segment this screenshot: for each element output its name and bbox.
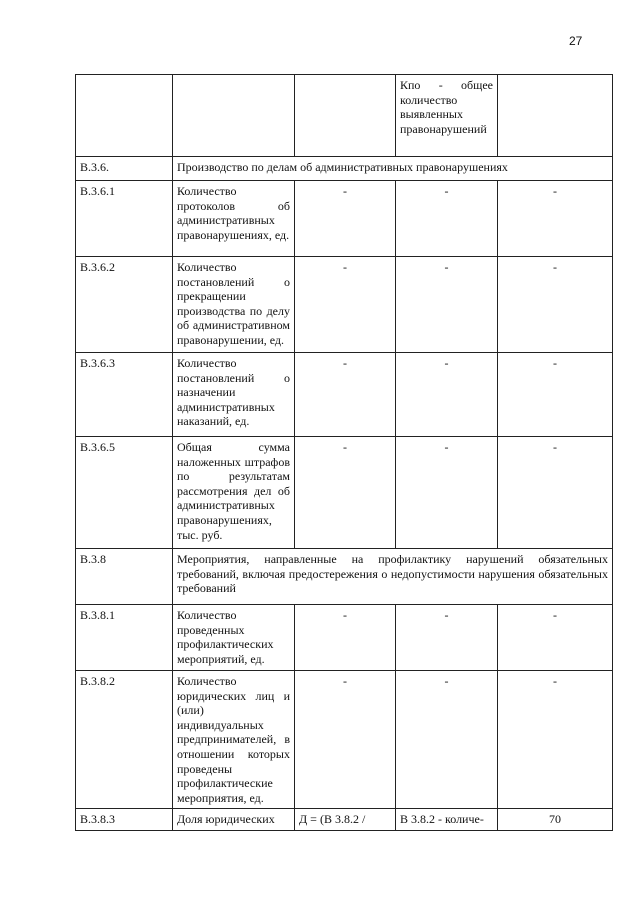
value-cell: В 3.8.2 - количе- (396, 809, 498, 831)
value-cell: - (295, 437, 396, 549)
code-cell: В.3.8 (76, 549, 173, 605)
value-cell: - (295, 605, 396, 671)
desc-cell (173, 75, 295, 157)
table-row-header (76, 75, 613, 157)
value-cell: - (396, 181, 498, 257)
value-cell: - (498, 353, 613, 437)
table-row (76, 437, 613, 549)
code-cell: В.3.8.2 (76, 671, 173, 809)
value-cell: - (295, 671, 396, 809)
desc-cell: Количество постановлений о назначении административных наказаний, ед. (173, 353, 295, 437)
table-row-section (76, 157, 613, 181)
value-cell: - (295, 181, 396, 257)
indicators-table (75, 74, 613, 831)
value-cell: 70 (498, 809, 613, 831)
desc-cell: Количество юридических лиц и (или) индивидуальных предпринимателей, в отношении которых проведены профилактические мероприятия, ед. (173, 671, 295, 809)
desc-cell: Общая сумма наложенных штрафов по результатам рассмотрения дел об административных правонарушениях, тыс. руб. (173, 437, 295, 549)
value-cell: - (498, 605, 613, 671)
code-cell: В.3.8.1 (76, 605, 173, 671)
code-cell: В.3.6.3 (76, 353, 173, 437)
page-number: 27 (569, 34, 583, 48)
code-cell: В.3.6.1 (76, 181, 173, 257)
table-row (76, 671, 613, 809)
formula-note-cell: Кпо - общее количество выявленных правонарушений (396, 75, 498, 157)
desc-cell: Количество постановлений о прекращении производства по делу об административном правонарушении, ед. (173, 257, 295, 353)
desc-cell: Количество протоколов об административных правонарушениях, ед. (173, 181, 295, 257)
value-cell: - (295, 257, 396, 353)
value-cell: - (498, 181, 613, 257)
table-row (76, 257, 613, 353)
code-cell (76, 75, 173, 157)
value-cell: - (396, 605, 498, 671)
value-cell: - (396, 353, 498, 437)
value-cell: Д = (В 3.8.2 / (295, 809, 396, 831)
value-cell: - (498, 437, 613, 549)
value-cell: - (498, 257, 613, 353)
value-cell: - (498, 671, 613, 809)
value-cell: - (396, 257, 498, 353)
code-cell: В.3.6. (76, 157, 173, 181)
section-title: Мероприятия, направленные на профилактику нарушений обязательных требований, включая предостережения о недопустимости нарушения обязательных требований (173, 549, 613, 605)
desc-cell: Количество проведенных профилактических мероприятий, ед. (173, 605, 295, 671)
table-row-section (76, 549, 613, 605)
value-cell: - (396, 671, 498, 809)
code-cell: В.3.6.5 (76, 437, 173, 549)
value-cell (295, 75, 396, 157)
table-row (76, 353, 613, 437)
code-cell: В.3.8.3 (76, 809, 173, 831)
value-cell: - (396, 437, 498, 549)
value-cell: - (295, 353, 396, 437)
section-title: Производство по делам об административных правонарушениях (173, 157, 613, 181)
desc-cell: Доля юридических (173, 809, 295, 831)
table-row (76, 809, 613, 831)
table-row (76, 181, 613, 257)
table-row (76, 605, 613, 671)
value-cell (498, 75, 613, 157)
code-cell: В.3.6.2 (76, 257, 173, 353)
